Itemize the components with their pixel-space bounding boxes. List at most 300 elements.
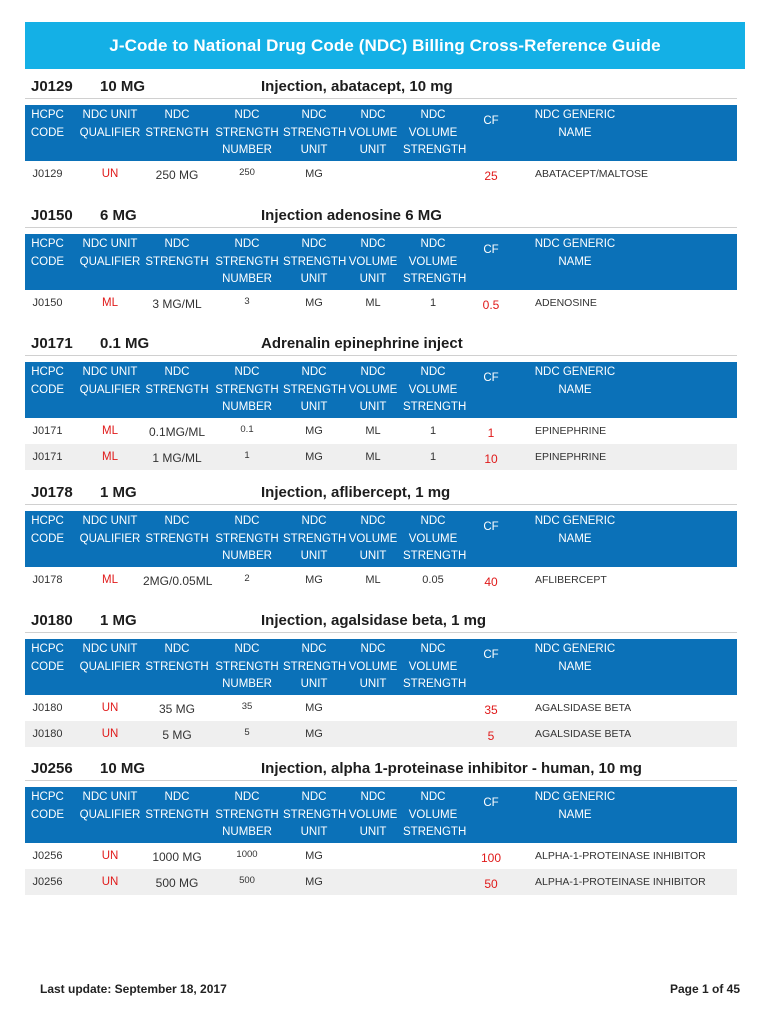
code-section xyxy=(25,205,737,316)
column-header-strength xyxy=(143,236,211,271)
column-header-volume-strength xyxy=(403,641,467,694)
column-header-line: UNIT xyxy=(300,401,328,413)
generic-name-cell: AGALSIDASE BETA xyxy=(535,728,632,740)
strength-number-cell: 1000 xyxy=(236,849,258,860)
column-header-generic xyxy=(525,107,625,142)
column-header-line: STRENGTH xyxy=(403,273,467,285)
column-header-volume-unit xyxy=(347,789,399,842)
cf-cell: 100 xyxy=(480,851,502,865)
column-header-line: UNIT xyxy=(300,273,328,285)
column-header-line: STRENGTH xyxy=(283,660,347,673)
column-header-line: NUMBER xyxy=(222,826,272,838)
column-header-cf xyxy=(465,519,517,537)
section-description: Injection, aflibercept, 1 mg xyxy=(261,484,451,501)
table-header xyxy=(25,362,737,418)
column-header-cf xyxy=(465,242,517,260)
column-header-line: NDC xyxy=(301,238,327,250)
column-header-line: VOLUME xyxy=(348,383,398,396)
column-header-volume-unit xyxy=(347,236,399,289)
unit-qualifier-cell: ML xyxy=(102,451,118,463)
column-header-hcpc xyxy=(25,641,70,676)
column-header-line: NDC xyxy=(360,515,386,527)
volume-strength-cell: 0.05 xyxy=(422,574,444,586)
column-header-cf xyxy=(465,370,517,388)
column-header-line: NDC xyxy=(234,238,260,250)
table-header xyxy=(25,511,737,567)
column-header-volume-unit xyxy=(347,641,399,694)
column-header-line: HCPC xyxy=(31,791,64,803)
column-header-line: HCPC xyxy=(31,643,64,655)
unit-qualifier-cell: UN xyxy=(101,728,119,740)
column-header-hcpc xyxy=(25,364,70,399)
column-header-generic xyxy=(525,513,625,548)
column-header-line: NDC UNIT xyxy=(82,515,138,527)
strength-unit-cell: MG xyxy=(305,425,323,437)
strength-cell: 1 MG/ML xyxy=(152,451,202,465)
column-header-line: CF xyxy=(483,372,499,384)
column-header-line: QUALIFIER xyxy=(79,255,141,268)
code-section xyxy=(25,610,737,747)
column-header-volume-strength xyxy=(403,107,467,160)
column-header-line: NDC xyxy=(420,109,446,121)
column-header-generic xyxy=(525,641,625,676)
column-header-line: NDC xyxy=(234,791,260,803)
section-code: J0150 xyxy=(31,207,73,224)
cf-cell: 35 xyxy=(484,703,498,717)
volume-unit-cell: ML xyxy=(365,425,381,437)
column-header-line: VOLUME xyxy=(348,255,398,268)
column-header-hcpc xyxy=(25,513,70,548)
hcpc-code-cell: J0180 xyxy=(32,728,63,740)
column-header-line: VOLUME xyxy=(408,383,458,396)
code-section xyxy=(25,76,737,187)
cf-cell: 50 xyxy=(484,877,498,891)
column-header-generic xyxy=(525,364,625,399)
column-header-line: UNIT xyxy=(300,144,328,156)
column-header-cf xyxy=(465,113,517,131)
hcpc-code-cell: J0256 xyxy=(32,850,63,862)
strength-number-cell: 250 xyxy=(239,167,255,178)
column-header-line: NDC UNIT xyxy=(82,238,138,250)
column-header-strength-unit xyxy=(283,107,345,160)
table-row xyxy=(25,695,737,721)
strength-number-cell: 3 xyxy=(244,296,250,307)
table-row xyxy=(25,567,737,593)
section-description: Injection, abatacept, 10 mg xyxy=(261,78,453,95)
table-row xyxy=(25,721,737,747)
column-header-line: STRENGTH xyxy=(403,826,467,838)
column-header-hcpc xyxy=(25,236,70,271)
page-title: J-Code to National Drug Code (NDC) Billing Cross-Reference Guide xyxy=(109,35,661,55)
column-header-line: NDC xyxy=(164,791,190,803)
column-header-line: VOLUME xyxy=(408,126,458,139)
column-header-strength xyxy=(143,513,211,548)
column-header-strength-number xyxy=(213,107,281,160)
column-header-line: NDC xyxy=(420,515,446,527)
column-header-line: UNIT xyxy=(359,273,387,285)
column-header-line: NDC GENERIC xyxy=(534,238,616,250)
column-header-line: NDC xyxy=(420,791,446,803)
table-row xyxy=(25,418,737,444)
generic-name-cell: ALPHA-1-PROTEINASE INHIBITOR xyxy=(535,850,706,862)
unit-qualifier-cell: ML xyxy=(102,425,118,437)
generic-name-cell: AGALSIDASE BETA xyxy=(535,702,632,714)
unit-qualifier-cell: ML xyxy=(102,297,118,309)
column-header-line: STRENGTH xyxy=(283,126,347,139)
cf-cell: 40 xyxy=(484,575,498,589)
column-header-line: NAME xyxy=(558,126,592,139)
generic-name-cell: ADENOSINE xyxy=(535,297,597,309)
strength-number-cell: 1 xyxy=(244,450,250,461)
column-header-line: UNIT xyxy=(300,826,328,838)
column-header-line: NDC xyxy=(234,515,260,527)
column-header-line: NDC UNIT xyxy=(82,109,138,121)
hcpc-code-cell: J0180 xyxy=(32,702,63,714)
column-header-strength-unit xyxy=(283,236,345,289)
column-header-line: STRENGTH xyxy=(283,808,347,821)
section-code: J0256 xyxy=(31,760,73,777)
column-header-line: CF xyxy=(483,115,499,127)
column-header-line: NDC xyxy=(301,515,327,527)
column-header-line: NDC xyxy=(301,791,327,803)
column-header-line: UNIT xyxy=(359,550,387,562)
column-header-line: NDC xyxy=(301,366,327,378)
column-header-line: NUMBER xyxy=(222,144,272,156)
column-header-volume-unit xyxy=(347,513,399,566)
column-header-line: HCPC xyxy=(31,109,64,121)
generic-name-cell: EPINEPHRINE xyxy=(535,425,607,437)
column-header-line: STRENGTH xyxy=(145,383,209,396)
column-header-line: NDC xyxy=(234,109,260,121)
column-header-line: STRENGTH xyxy=(283,532,347,545)
generic-name-cell: ALPHA-1-PROTEINASE INHIBITOR xyxy=(535,876,706,888)
column-header-strength xyxy=(143,107,211,142)
strength-cell: 5 MG xyxy=(162,728,192,742)
page-title-banner xyxy=(25,22,745,69)
column-header-line: STRENGTH xyxy=(283,383,347,396)
section-description: Injection adenosine 6 MG xyxy=(261,207,442,224)
table-row xyxy=(25,290,737,316)
column-header-line: VOLUME xyxy=(408,808,458,821)
hcpc-code-cell: J0256 xyxy=(32,876,63,888)
strength-unit-cell: MG xyxy=(305,168,323,180)
column-header-line: UNIT xyxy=(359,401,387,413)
strength-cell: 250 MG xyxy=(155,168,199,182)
cf-cell: 5 xyxy=(487,729,495,743)
column-header-strength xyxy=(143,364,211,399)
cf-cell: 1 xyxy=(487,426,495,440)
column-header-generic xyxy=(525,236,625,271)
section-description: Injection, alpha 1-proteinase inhibitor - human, 10 mg xyxy=(261,760,642,777)
column-header-line: CF xyxy=(483,244,499,256)
generic-name-cell: AFLIBERCEPT xyxy=(535,574,607,586)
column-header-line: NDC xyxy=(164,366,190,378)
column-header-strength-unit xyxy=(283,513,345,566)
column-header-line: CODE xyxy=(30,255,65,268)
hcpc-code-cell: J0150 xyxy=(32,297,63,309)
column-header-qualifier xyxy=(77,641,143,676)
column-header-line: NUMBER xyxy=(222,678,272,690)
code-section xyxy=(25,482,737,593)
column-header-line: QUALIFIER xyxy=(79,126,141,139)
column-header-line: UNIT xyxy=(359,144,387,156)
strength-unit-cell: MG xyxy=(305,702,323,714)
section-header xyxy=(25,610,737,633)
section-dose: 0.1 MG xyxy=(100,335,150,352)
column-header-line: NUMBER xyxy=(222,550,272,562)
code-section xyxy=(25,333,737,470)
section-header xyxy=(25,333,737,356)
section-dose: 10 MG xyxy=(100,78,146,95)
unit-qualifier-cell: UN xyxy=(101,876,119,888)
column-header-line: NDC GENERIC xyxy=(534,366,616,378)
volume-strength-cell: 1 xyxy=(429,425,437,437)
strength-number-cell: 5 xyxy=(244,727,250,738)
column-header-generic xyxy=(525,789,625,824)
column-header-line: CF xyxy=(483,649,499,661)
column-header-line: UNIT xyxy=(300,550,328,562)
strength-unit-cell: MG xyxy=(305,451,323,463)
table-row xyxy=(25,444,737,470)
column-header-line: NAME xyxy=(558,383,592,396)
column-header-volume-strength xyxy=(403,789,467,842)
hcpc-code-cell: J0171 xyxy=(32,451,63,463)
column-header-line: VOLUME xyxy=(348,126,398,139)
column-header-qualifier xyxy=(77,107,143,142)
table-header xyxy=(25,105,737,161)
column-header-line: STRENGTH xyxy=(145,532,209,545)
column-header-line: NDC xyxy=(420,366,446,378)
table-header xyxy=(25,787,737,843)
column-header-qualifier xyxy=(77,364,143,399)
column-header-volume-unit xyxy=(347,107,399,160)
column-header-line: STRENGTH xyxy=(403,144,467,156)
last-update: Last update: September 18, 2017 xyxy=(40,982,227,996)
strength-unit-cell: MG xyxy=(305,850,323,862)
column-header-line: VOLUME xyxy=(408,660,458,673)
cf-cell: 0.5 xyxy=(482,298,500,312)
strength-unit-cell: MG xyxy=(305,574,323,586)
hcpc-code-cell: J0178 xyxy=(32,574,63,586)
column-header-cf xyxy=(465,647,517,665)
column-header-line: CODE xyxy=(30,660,65,673)
strength-cell: 500 MG xyxy=(155,876,199,890)
section-code: J0171 xyxy=(31,335,73,352)
cf-cell: 25 xyxy=(484,169,498,183)
section-header xyxy=(25,482,737,505)
column-header-line: CODE xyxy=(30,383,65,396)
column-header-qualifier xyxy=(77,789,143,824)
section-dose: 1 MG xyxy=(100,612,137,629)
column-header-strength-number xyxy=(213,789,281,842)
column-header-line: NDC xyxy=(360,643,386,655)
strength-cell: 3 MG/ML xyxy=(152,297,202,311)
strength-number-cell: 2 xyxy=(244,573,250,584)
table-row xyxy=(25,161,737,187)
column-header-line: NDC xyxy=(360,238,386,250)
strength-number-cell: 0.1 xyxy=(240,424,254,435)
column-header-line: CF xyxy=(483,797,499,809)
hcpc-code-cell: J0171 xyxy=(32,425,63,437)
column-header-line: STRENGTH xyxy=(403,678,467,690)
column-header-line: HCPC xyxy=(31,366,64,378)
column-header-line: NDC xyxy=(360,366,386,378)
column-header-line: STRENGTH xyxy=(145,126,209,139)
strength-number-cell: 35 xyxy=(241,701,253,712)
section-code: J0178 xyxy=(31,484,73,501)
unit-qualifier-cell: UN xyxy=(101,168,119,180)
column-header-line: NDC xyxy=(420,238,446,250)
strength-number-cell: 500 xyxy=(239,875,255,886)
section-dose: 10 MG xyxy=(100,760,146,777)
table-row xyxy=(25,869,737,895)
column-header-line: NAME xyxy=(558,532,592,545)
column-header-line: NDC xyxy=(164,643,190,655)
column-header-line: VOLUME xyxy=(408,532,458,545)
column-header-line: NDC xyxy=(301,109,327,121)
column-header-line: CODE xyxy=(30,808,65,821)
table-header xyxy=(25,234,737,290)
strength-cell: 2MG/0.05ML xyxy=(143,574,213,588)
column-header-line: VOLUME xyxy=(348,532,398,545)
column-header-strength xyxy=(143,641,211,676)
column-header-strength-unit xyxy=(283,789,345,842)
column-header-strength-number xyxy=(213,236,281,289)
column-header-line: NUMBER xyxy=(222,401,272,413)
table-header xyxy=(25,639,737,695)
column-header-line: STRENGTH xyxy=(215,532,279,545)
column-header-line: UNIT xyxy=(359,826,387,838)
unit-qualifier-cell: UN xyxy=(101,702,119,714)
column-header-line: VOLUME xyxy=(408,255,458,268)
column-header-line: NDC xyxy=(420,643,446,655)
column-header-line: NDC GENERIC xyxy=(534,643,616,655)
column-header-hcpc xyxy=(25,107,70,142)
unit-qualifier-cell: UN xyxy=(101,850,119,862)
column-header-line: NDC xyxy=(234,643,260,655)
section-code: J0129 xyxy=(31,78,73,95)
column-header-line: NDC UNIT xyxy=(82,643,138,655)
column-header-line: STRENGTH xyxy=(403,401,467,413)
column-header-line: NDC GENERIC xyxy=(534,515,616,527)
column-header-line: NDC xyxy=(164,238,190,250)
column-header-line: NDC GENERIC xyxy=(534,791,616,803)
column-header-line: VOLUME xyxy=(348,660,398,673)
section-header xyxy=(25,758,737,781)
column-header-line: STRENGTH xyxy=(215,660,279,673)
volume-strength-cell: 1 xyxy=(429,297,437,309)
column-header-line: VOLUME xyxy=(348,808,398,821)
column-header-line: STRENGTH xyxy=(403,550,467,562)
code-section xyxy=(25,758,737,895)
column-header-line: QUALIFIER xyxy=(79,532,141,545)
table-row xyxy=(25,843,737,869)
volume-unit-cell: ML xyxy=(365,574,381,586)
column-header-line: UNIT xyxy=(300,678,328,690)
column-header-line: STRENGTH xyxy=(145,660,209,673)
column-header-strength-number xyxy=(213,513,281,566)
section-dose: 6 MG xyxy=(100,207,137,224)
unit-qualifier-cell: ML xyxy=(102,574,118,586)
column-header-strength-number xyxy=(213,364,281,417)
section-dose: 1 MG xyxy=(100,484,137,501)
column-header-line: NDC xyxy=(164,109,190,121)
column-header-hcpc xyxy=(25,789,70,824)
column-header-line: CODE xyxy=(30,126,65,139)
column-header-line: NDC GENERIC xyxy=(534,109,616,121)
column-header-volume-strength xyxy=(403,364,467,417)
column-header-strength xyxy=(143,789,211,824)
hcpc-code-cell: J0129 xyxy=(32,168,63,180)
generic-name-cell: EPINEPHRINE xyxy=(535,451,607,463)
column-header-line: NAME xyxy=(558,808,592,821)
column-header-line: STRENGTH xyxy=(215,808,279,821)
column-header-line: NDC xyxy=(360,109,386,121)
column-header-volume-strength xyxy=(403,236,467,289)
strength-cell: 1000 MG xyxy=(152,850,202,864)
column-header-line: NDC UNIT xyxy=(82,366,138,378)
column-header-qualifier xyxy=(77,513,143,548)
strength-unit-cell: MG xyxy=(305,297,323,309)
strength-cell: 35 MG xyxy=(158,702,195,716)
cf-cell: 10 xyxy=(484,452,498,466)
volume-strength-cell: 1 xyxy=(429,451,437,463)
column-header-volume-unit xyxy=(347,364,399,417)
column-header-strength-unit xyxy=(283,641,345,694)
column-header-line: NAME xyxy=(558,660,592,673)
column-header-line: NDC xyxy=(301,643,327,655)
strength-cell: 0.1MG/ML xyxy=(148,425,205,439)
column-header-line: STRENGTH xyxy=(215,255,279,268)
column-header-strength-number xyxy=(213,641,281,694)
column-header-line: HCPC xyxy=(31,238,64,250)
column-header-line: QUALIFIER xyxy=(79,660,141,673)
column-header-line: STRENGTH xyxy=(145,808,209,821)
column-header-line: NDC xyxy=(360,791,386,803)
section-code: J0180 xyxy=(31,612,73,629)
column-header-strength-unit xyxy=(283,364,345,417)
column-header-line: NAME xyxy=(558,255,592,268)
column-header-line: STRENGTH xyxy=(283,255,347,268)
column-header-cf xyxy=(465,795,517,813)
column-header-line: UNIT xyxy=(359,678,387,690)
column-header-line: STRENGTH xyxy=(215,383,279,396)
column-header-line: STRENGTH xyxy=(215,126,279,139)
column-header-line: NUMBER xyxy=(222,273,272,285)
generic-name-cell: ABATACEPT/MALTOSE xyxy=(535,168,648,180)
strength-unit-cell: MG xyxy=(305,876,323,888)
column-header-line: QUALIFIER xyxy=(79,808,141,821)
section-header xyxy=(25,76,737,99)
strength-unit-cell: MG xyxy=(305,728,323,740)
column-header-line: NDC UNIT xyxy=(82,791,138,803)
section-description: Injection, agalsidase beta, 1 mg xyxy=(261,612,487,629)
section-description: Adrenalin epinephrine inject xyxy=(261,335,463,352)
volume-unit-cell: ML xyxy=(365,297,381,309)
column-header-qualifier xyxy=(77,236,143,271)
column-header-line: NDC xyxy=(164,515,190,527)
page-number: Page 1 of 45 xyxy=(669,982,740,996)
column-header-line: CODE xyxy=(30,532,65,545)
column-header-line: HCPC xyxy=(31,515,64,527)
column-header-line: NDC xyxy=(234,366,260,378)
section-header xyxy=(25,205,737,228)
column-header-line: CF xyxy=(483,521,499,533)
volume-unit-cell: ML xyxy=(365,451,381,463)
column-header-line: QUALIFIER xyxy=(79,383,141,396)
column-header-line: STRENGTH xyxy=(145,255,209,268)
column-header-volume-strength xyxy=(403,513,467,566)
